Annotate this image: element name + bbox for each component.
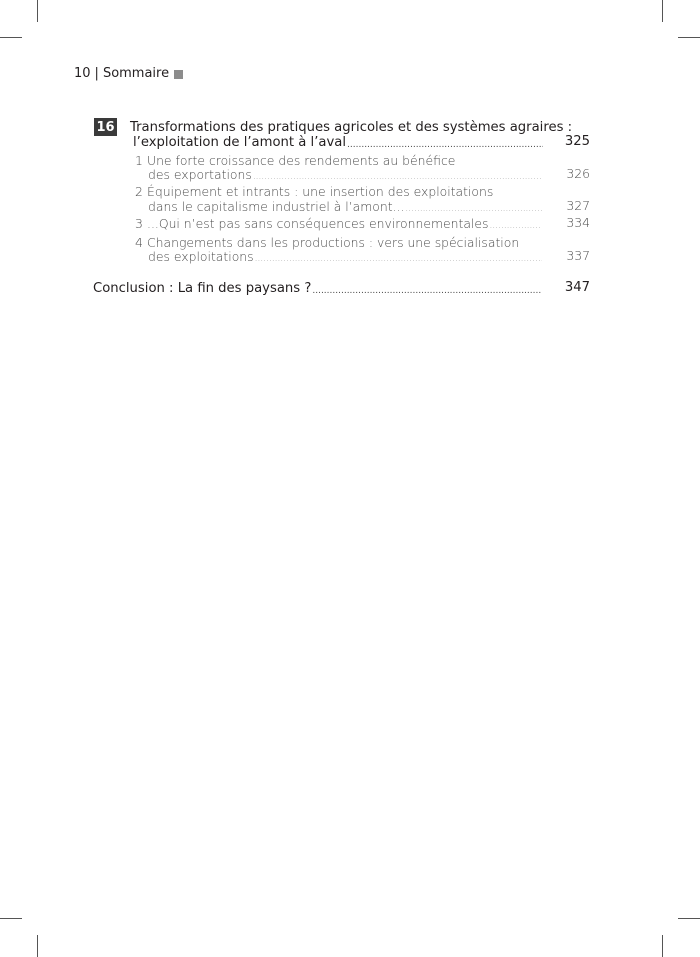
chapter-title-line2-row xyxy=(133,135,543,150)
crop-mark-bottom-left xyxy=(37,935,38,957)
crop-mark-bottom-right xyxy=(662,935,663,957)
crop-mark-bottom-right-h xyxy=(678,918,700,919)
dot-leader xyxy=(405,204,542,214)
section-2-number: 2 xyxy=(135,184,143,199)
header-square-icon xyxy=(174,70,183,79)
section-1-line2-row xyxy=(148,167,542,182)
crop-mark-top-left xyxy=(37,0,38,22)
chapter-number-badge: 16 xyxy=(94,118,117,136)
section-3-line1-row xyxy=(147,216,542,231)
conclusion-page: 347 xyxy=(564,280,590,295)
dot-leader xyxy=(253,172,542,182)
section-1-line2: des exportations xyxy=(148,167,252,182)
section-4-line1: Changements dans les productions : vers une spécialisation xyxy=(147,235,520,250)
crop-mark-bottom-left-h xyxy=(0,918,22,919)
section-2-line2-row xyxy=(148,199,542,214)
crop-mark-top-left-h xyxy=(0,37,22,38)
crop-mark-top-right xyxy=(662,0,663,22)
section-1-line1: Une forte croissance des rendements au bénéfice xyxy=(147,153,456,168)
header-separator: | xyxy=(94,66,99,81)
header-page-number: 10 xyxy=(74,66,91,81)
section-1-page: 326 xyxy=(566,166,590,181)
header-title: Sommaire xyxy=(102,66,170,81)
section-3-page: 334 xyxy=(566,215,590,230)
running-header xyxy=(74,66,183,82)
section-3-number: 3 xyxy=(135,216,143,231)
section-3-line1: ...Qui n’est pas sans conséquences environnementales xyxy=(147,216,489,231)
dot-leader xyxy=(489,221,542,231)
section-4-line2-row xyxy=(148,249,542,264)
section-2-line1: Équipement et intrants : une insertion des exploitations xyxy=(147,184,494,199)
section-1-number: 1 xyxy=(135,153,143,168)
section-2-line2: dans le capitalisme industriel à l’amont... xyxy=(148,199,405,214)
dot-leader xyxy=(255,254,542,264)
crop-mark-top-right-h xyxy=(678,37,700,38)
dot-leader xyxy=(347,140,543,150)
dot-leader xyxy=(312,286,542,296)
section-2-page: 327 xyxy=(566,198,590,213)
conclusion-title: Conclusion : La fin des paysans ? xyxy=(93,281,312,296)
chapter-title-line1: Transformations des pratiques agricoles et des systèmes agraires : xyxy=(130,120,573,135)
section-4-number: 4 xyxy=(135,235,143,250)
section-4-line2: des exploitations xyxy=(148,249,254,264)
chapter-page: 325 xyxy=(564,134,590,149)
conclusion-row xyxy=(93,281,542,296)
chapter-title-line2: l’exploitation de l’amont à l’aval xyxy=(133,135,347,150)
section-4-page: 337 xyxy=(566,248,590,263)
